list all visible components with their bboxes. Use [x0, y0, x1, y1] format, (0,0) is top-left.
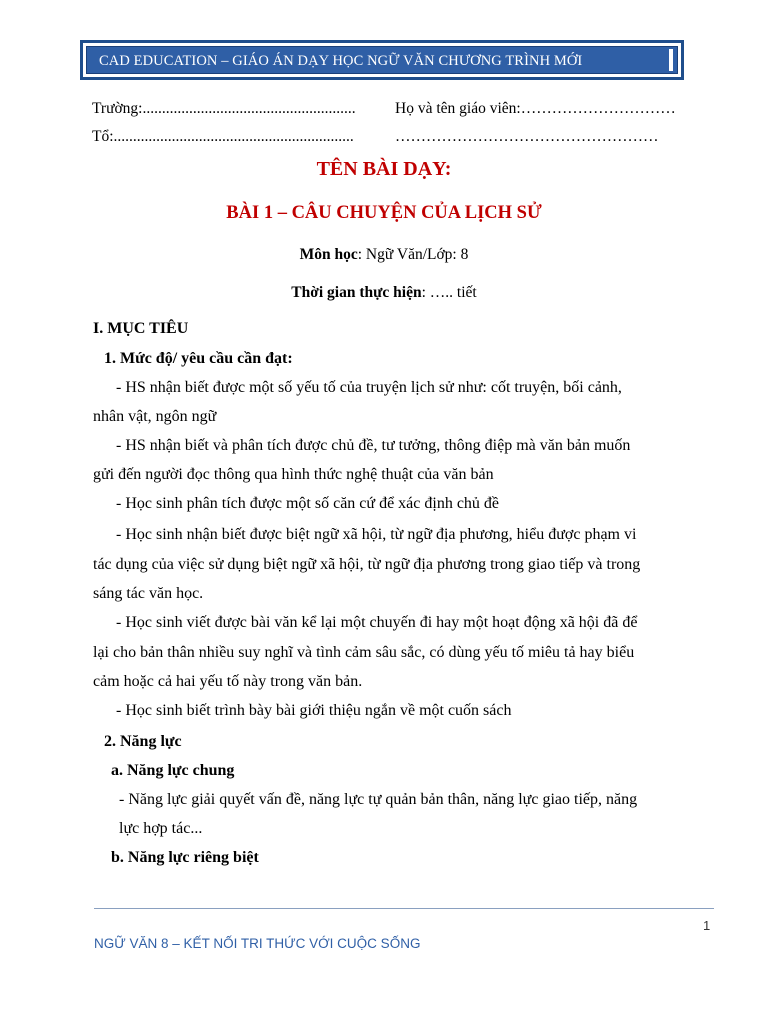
header-banner-fill — [86, 46, 678, 74]
paragraph-6: - Học sinh biết trình bày bài giới thiệu ngắn về một cuốn sách — [116, 702, 512, 719]
subject-value: : Ngữ Văn/Lớp: 8 — [357, 246, 469, 263]
subheading-requirements: 1. Mức độ/ yêu cầu cần đạt: — [104, 350, 293, 367]
paragraph-7-line-2: lực hợp tác... — [119, 820, 203, 837]
subheading-competencies: 2. Năng lực — [104, 733, 182, 750]
header-banner-text: CAD EDUCATION – GIÁO ÁN DẠY HỌC NGỮ VĂN CHƯƠNG TRÌNH MỚI — [99, 53, 583, 69]
paragraph-5-line-1: - Học sinh viết được bài văn kể lại một chuyến đi hay một hoạt động xã hội đã để — [116, 614, 638, 631]
footer-title: NGỮ VĂN 8 – KẾT NỐI TRI THỨC VỚI CUỘC SỐNG — [94, 936, 421, 951]
teacher-name-field: Họ và tên giáo viên:………………………… — [395, 100, 676, 117]
paragraph-2-line-2: gửi đến người đọc thông qua hình thức nghệ thuật của văn bản — [93, 466, 494, 483]
paragraph-2-line-1: - HS nhận biết và phân tích được chủ đề, tư tưởng, thông điệp mà văn bản muốn — [116, 437, 631, 454]
page-title: TÊN BÀI DẠY: — [316, 158, 452, 180]
paragraph-1-line-1: - HS nhận biết được một số yếu tố của truyện lịch sử như: cốt truyện, bối cảnh, — [116, 379, 622, 396]
subheading-general-competencies: a. Năng lực chung — [111, 762, 235, 779]
paragraph-5-line-2: lại cho bản thân nhiều suy nghĩ và tình cảm sâu sắc, có dùng yếu tố miêu tả hay biểu — [93, 644, 635, 661]
paragraph-4-line-1: - Học sinh nhận biết được biệt ngữ xã hội, từ ngữ địa phương, hiểu được phạm vi — [116, 526, 637, 543]
paragraph-4-line-3: sáng tác văn học. — [93, 585, 204, 602]
paragraph-3: - Học sinh phân tích được một số căn cứ để xác định chủ đề — [116, 495, 500, 512]
paragraph-4-line-2: tác dụng của việc sử dụng biệt ngữ xã hội, từ ngữ địa phương trong giao tiếp và trong — [93, 556, 641, 573]
school-field: Trường:....................................................... — [92, 100, 356, 117]
duration-line — [0, 284, 768, 302]
footer-divider — [94, 908, 714, 909]
subject-line — [0, 246, 768, 264]
header-banner — [80, 40, 684, 80]
duration-value: : ….. tiết — [421, 284, 477, 301]
group-field: Tổ:.............................................................. — [92, 128, 354, 145]
duration-label: Thời gian thực hiện — [291, 284, 422, 301]
paragraph-1-line-2: nhân vật, ngôn ngữ — [93, 408, 217, 425]
subject-label: Môn học — [299, 246, 358, 263]
paragraph-7-line-1: - Năng lực giải quyết vấn đề, năng lực tự quản bản thân, năng lực giao tiếp, năng — [119, 791, 638, 808]
teacher-name-continuation: …………………………………………… — [395, 128, 659, 145]
paragraph-5-line-3: cảm hoặc cả hai yếu tố này trong văn bản. — [93, 673, 363, 690]
subheading-specific-competencies: b. Năng lực riêng biệt — [111, 849, 259, 866]
page-number: 1 — [703, 918, 711, 933]
lesson-title: BÀI 1 – CÂU CHUYỆN CỦA LỊCH SỬ — [226, 203, 542, 223]
section-heading-objectives: I. MỤC TIÊU — [93, 320, 189, 337]
